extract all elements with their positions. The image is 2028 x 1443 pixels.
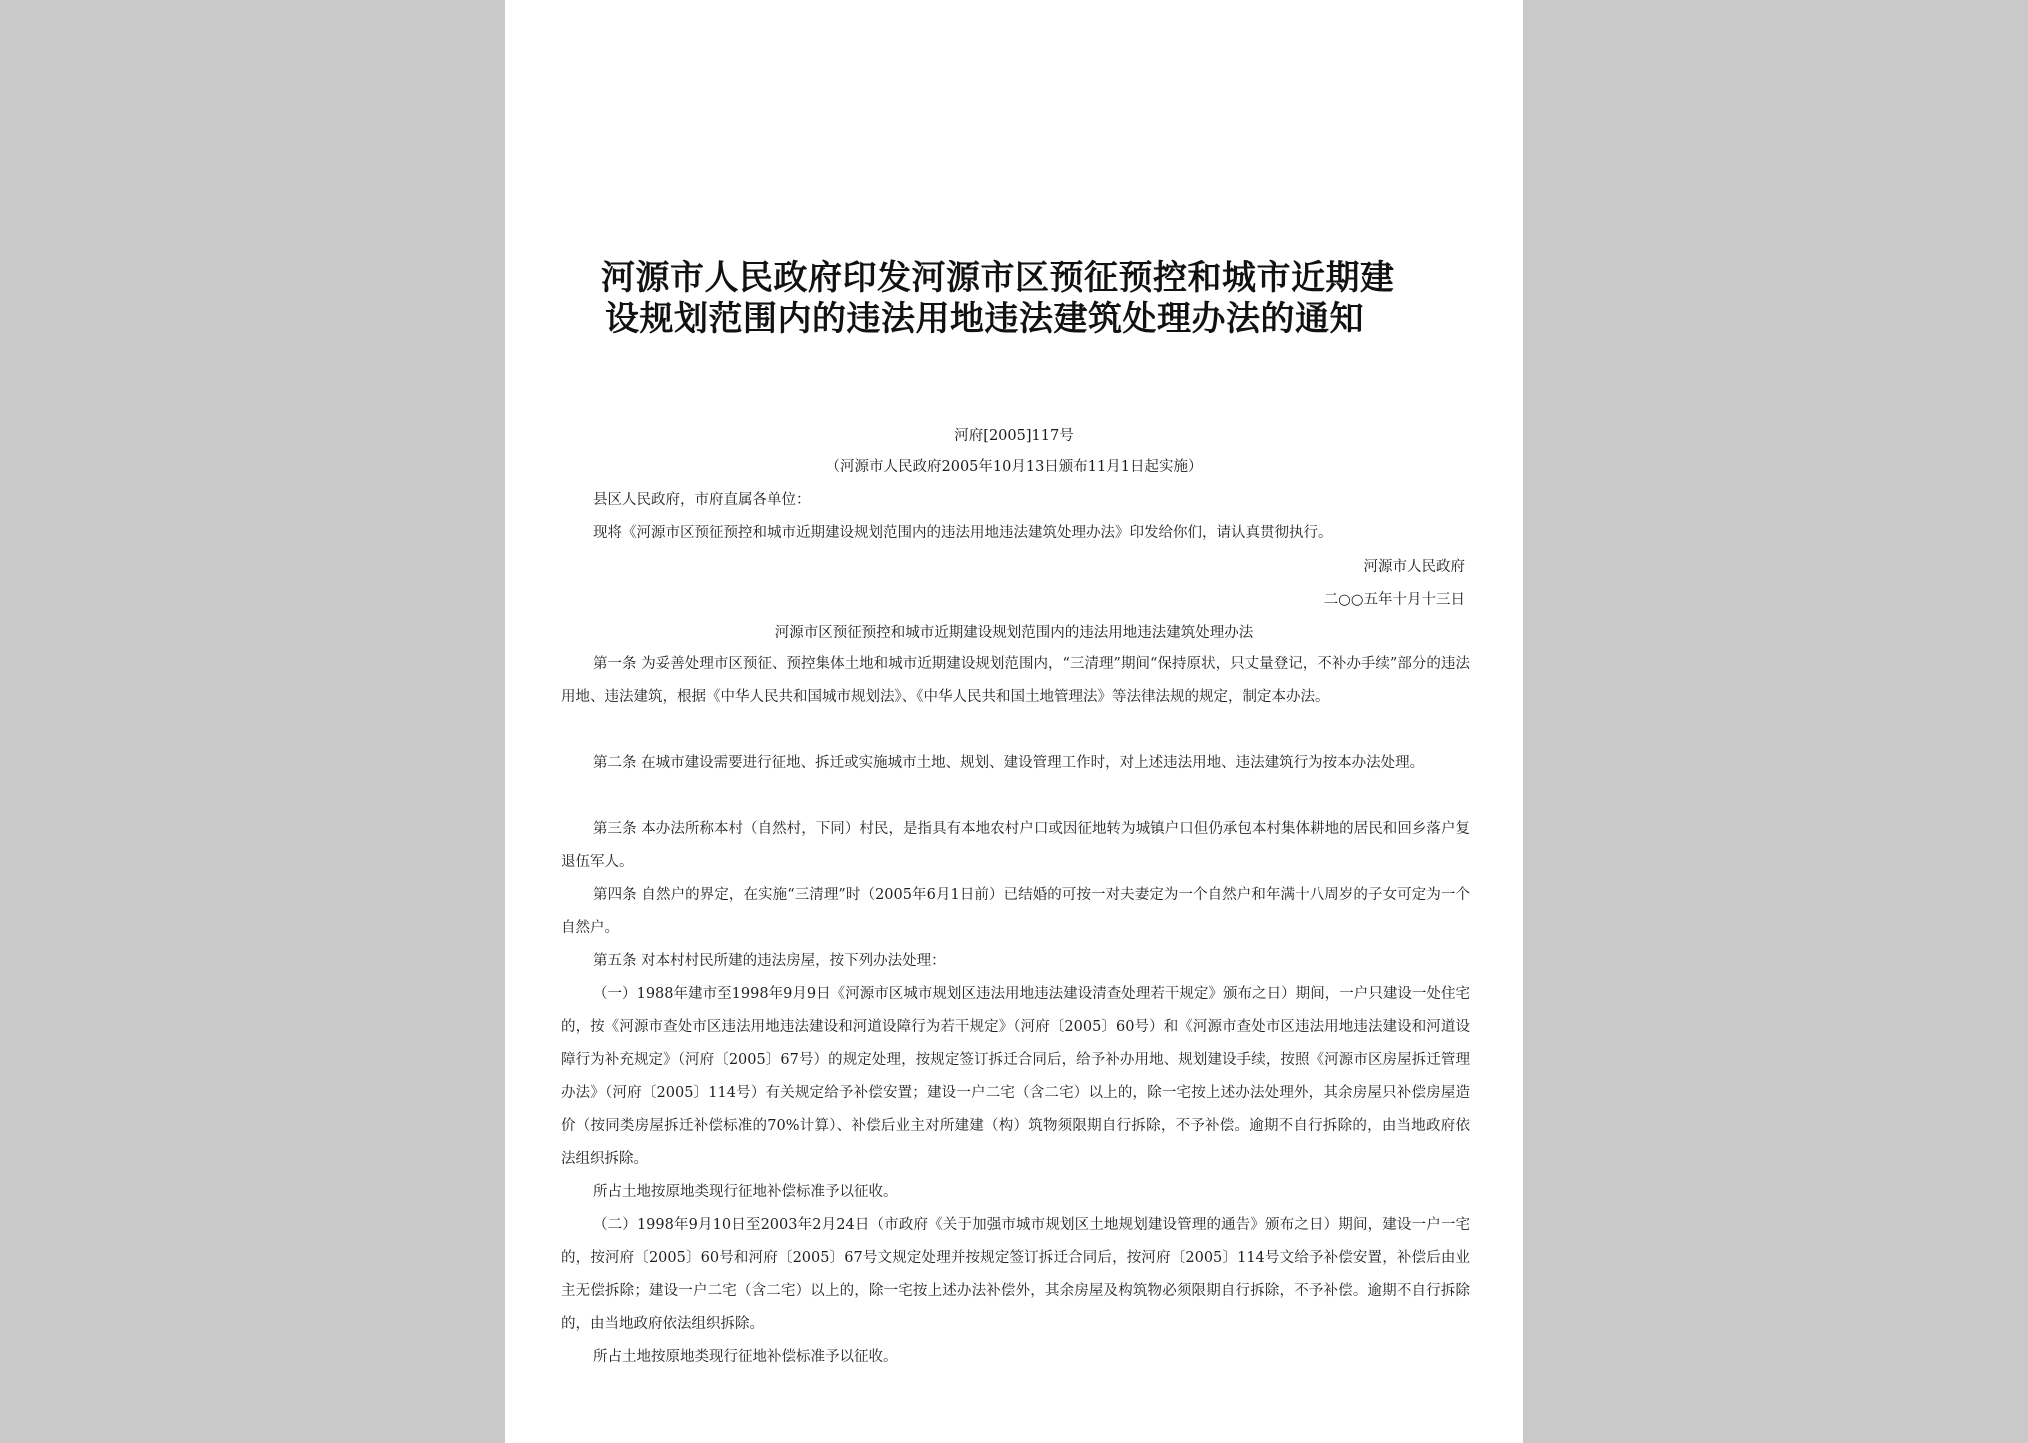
article-1: 第一条 为妥善处理市区预征、预控集体土地和城市近期建设规划范围内，“三清理”期间“保持原状，只丈量登记，不补办手续”部分的违法用地、违法建筑，根据《中华人民共和国城市规划法》、《中华人民共和国土地管理法》等法律法规的规定，制定本办法。	[561, 656, 1470, 705]
document-page	[505, 0, 1523, 1443]
article-5-item-2-land: 所占土地按原地类现行征地补偿标准予以征收。	[593, 1349, 898, 1365]
title-line-1: 河源市人民政府印发河源市区预征预控和城市近期建	[601, 258, 1395, 298]
issued-note: （河源市人民政府2005年10月13日颁布11月1日起实施）	[825, 459, 1203, 475]
article-3: 第三条 本办法所称本村（自然村，下同）村民，是指具有本地农村户口或因征地转为城镇户口但仍承包本村集体耕地的居民和回乡落户复退伍军人。	[561, 821, 1470, 870]
article-4: 第四条 自然户的界定，在实施“三清理”时（2005年6月1日前）已结婚的可按一对夫妻定为一个自然户和年满十八周岁的子女可定为一个自然户。	[561, 887, 1470, 936]
article-2: 第二条 在城市建设需要进行征地、拆迁或实施城市土地、规划、建设管理工作时，对上述违法用地、违法建筑行为按本办法处理。	[593, 755, 1425, 771]
document-title	[601, 258, 1461, 340]
intro-text: 现将《河源市区预征预控和城市近期建设规划范围内的违法用地违法建筑处理办法》印发给你们，请认真贯彻执行。	[593, 525, 1333, 541]
article-5-item-1: （一）1988年建市至1998年9月9日《河源市区城市规划区违法用地违法建设清查处理若干规定》颁布之日）期间，一户只建设一处住宅的，按《河源市查处市区违法用地违法建设和河道设障行为若干规定》（河府〔2005〕60号）和《河源市查处市区违法用地违法建设和河道设障行为补充规定》（河府〔2005〕67号）的规定处理，按规定签订拆迁合同后，给予补办用地、规划建设手续，按照《河源市区房屋拆迁管理办法》（河府〔2005〕114号）有关规定给予补偿安置；建设一户二宅（含二宅）以上的，除一宅按上述办法处理外，其余房屋只补偿房屋造价（按同类房屋拆迁补偿标准的70%计算）、补偿后业主对所建建（构）筑物须限期自行拆除，不予补偿。逾期不自行拆除的，由当地政府依法组织拆除。	[561, 986, 1470, 1167]
regulation-subtitle: 河源市区预征预控和城市近期建设规划范围内的违法用地违法建筑处理办法	[774, 625, 1254, 641]
salutation: 县区人民政府，市府直属各单位：	[593, 492, 811, 508]
article-5: 第五条 对本村村民所建的违法房屋，按下列办法处理：	[593, 953, 946, 969]
signer: 河源市人民政府	[1363, 559, 1465, 575]
document-number: 河府[2005]117号	[954, 428, 1074, 444]
article-5-item-2: （二）1998年9月10日至2003年2月24日（市政府《关于加强市城市规划区土地规划建设管理的通告》颁布之日）期间，建设一户一宅的，按河府〔2005〕60号和河府〔2005〕67号文规定处理并按规定签订拆迁合同后，按河府〔2005〕114号文给予补偿安置，补偿后由业主无偿拆除；建设一户二宅（含二宅）以上的，除一宅按上述办法补偿外，其余房屋及构筑物必须限期自行拆除，不予补偿。逾期不自行拆除的，由当地政府依法组织拆除。	[561, 1217, 1470, 1332]
issue-date: 二○○五年十月十三日	[1323, 592, 1465, 608]
article-5-item-1-land: 所占土地按原地类现行征地补偿标准予以征收。	[593, 1184, 898, 1200]
title-line-2: 设规划范围内的违法用地违法建筑处理办法的通知	[605, 299, 1364, 339]
